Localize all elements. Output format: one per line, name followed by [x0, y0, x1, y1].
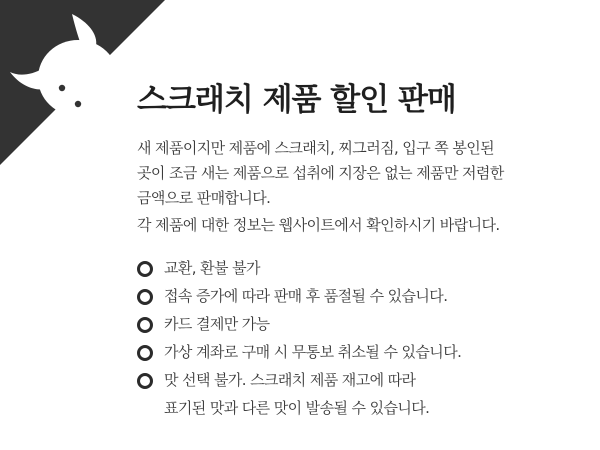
list-item — [137, 282, 461, 310]
conditions-list — [137, 254, 461, 422]
list-item — [137, 366, 461, 422]
intro-text — [137, 136, 504, 211]
list-item — [137, 310, 461, 338]
list-item — [137, 254, 461, 282]
list-item-text: 교환, 환불 불가 — [164, 259, 260, 277]
list-item — [137, 338, 461, 366]
intro-line-3: 금액으로 판매합니다. — [137, 189, 271, 207]
page-title: 스크래치 제품 할인 판매 — [137, 82, 456, 118]
circle-bullet-icon — [137, 345, 153, 361]
intro-line-2: 곳이 조금 새는 제품으로 섭취에 지장은 없는 제품만 저렴한 — [137, 164, 504, 182]
circle-bullet-icon — [137, 317, 153, 333]
list-item-text: 맛 선택 불가. 스크래치 제품 재고에 따라 — [164, 371, 416, 389]
circle-bullet-icon — [137, 373, 153, 389]
list-item-text: 카드 결제만 가능 — [164, 315, 270, 333]
list-item-text-continued: 표기된 맛과 다른 맛이 발송될 수 있습니다. — [164, 399, 430, 417]
list-item-text: 가상 계좌로 구매 시 무통보 취소될 수 있습니다. — [164, 343, 462, 361]
circle-bullet-icon — [137, 289, 153, 305]
circle-bullet-icon — [137, 261, 153, 277]
notice-text: 각 제품에 대한 정보는 웹사이트에서 확인하시기 바랍니다. — [137, 216, 500, 234]
list-item-text: 접속 증가에 따라 판매 후 품절될 수 있습니다. — [164, 287, 448, 305]
intro-line-1: 새 제품이지만 제품에 스크래치, 찌그러짐, 입구 쪽 봉인된 — [137, 139, 494, 157]
